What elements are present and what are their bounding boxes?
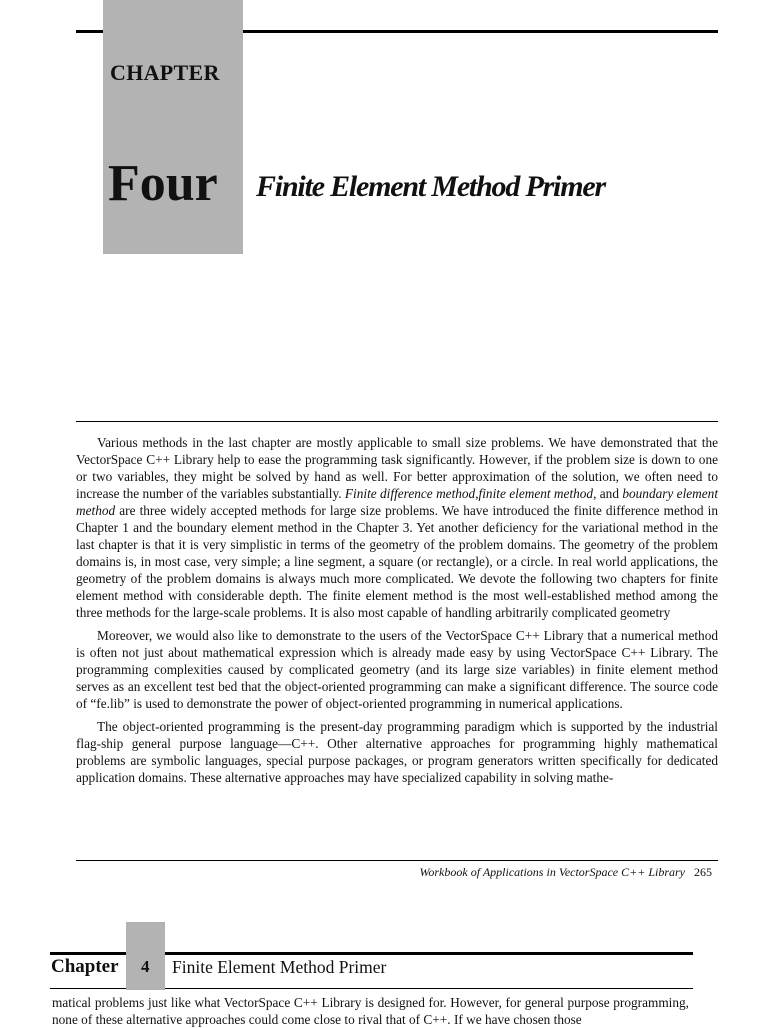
italic-term: finite element method (478, 486, 594, 501)
header-chapter-word: Chapter (51, 956, 119, 977)
chapter-title: Finite Element Method Primer (256, 170, 605, 203)
body-bottom-rule (76, 860, 718, 861)
text-run: are three widely accepted methods for large size problems. We have introduced the finite difference method in Chapter 1 and the boundary element method in the Chapter 3. Yet another deficiency for the variational method in the last chapter is that it is very simplistic in terms of the geometry of the problem domains. The geometry of the problem domains is, in most case, very simple; a line segment, a square (or rectangle), or a circle. In real world applications, the geometry of the problem domains is always much more complicated. We devote the following two chapters for finite element method with considerable depth. The finite element method is the most well-established method among the three methods for the large-scale problems. It is also most capable of handling arbitrarily complicated geometry (76, 503, 718, 620)
text-run: The object-oriented programming is the present-day programming paradigm which is supported by the industrial flag-ship general purpose language—C++. Other alternative approaches for programming highly mathematical problems are symbolic languages, special purpose packages, or program generators written specifically for dedicated application domains. These alternative approaches may have specialized capability in solving mathe- (76, 719, 718, 785)
paragraph-1 (76, 434, 718, 621)
header-chapter-title: Finite Element Method Primer (172, 957, 387, 977)
continuation-text (52, 994, 689, 1028)
text-run: , (475, 486, 479, 501)
text-run: Various methods in the last chapter are mostly applicable to small size problems. We have demonstrated that the VectorSpace C++ Library help to ease the programming task significantly. However, if the problem size is down to one or two variables, they might be solved by hand as well. For better approximation of the solution, we often need to increase the number of the variables substantially. (76, 435, 718, 501)
italic-term: boundary element method (76, 486, 719, 518)
chapter-gray-block (103, 0, 243, 254)
footer-book-title: Workbook of Applications in VectorSpace C++ Library (419, 865, 685, 879)
page-footer (419, 865, 712, 880)
paragraph-2 (76, 627, 718, 712)
text-run: Moreover, we would also like to demonstrate to the users of the VectorSpace C++ Library that a numerical method is often not just about mathematical expression which is already made easy by using VectorSpace C++ Library. The programming complexities caused by complicated geometry (and its large size variables) in finite element method serves as an excellent test bed that the object-oriented programming can make a significant difference. The source code of “fe.lib” is used to demonstrate the power of object-oriented programming in numerical applications. (76, 628, 718, 711)
chapter-label: CHAPTER (110, 60, 220, 85)
header-chapter-number: 4 (141, 957, 150, 976)
italic-term: Finite difference method (344, 486, 476, 501)
header-gray-block (126, 922, 165, 990)
footer-page-number: 265 (694, 865, 712, 879)
continuation-paragraph: matical problems just like what VectorSpace C++ Library is designed for. However, for general purpose programming, none of these alternative approaches could come close to rival that of C++. If we have chosen those (52, 995, 689, 1027)
body-top-rule (76, 421, 718, 422)
body-text (76, 434, 718, 792)
paragraph-3 (76, 718, 718, 786)
text-run: , and (593, 486, 623, 501)
chapter-number-word: Four (108, 155, 218, 212)
